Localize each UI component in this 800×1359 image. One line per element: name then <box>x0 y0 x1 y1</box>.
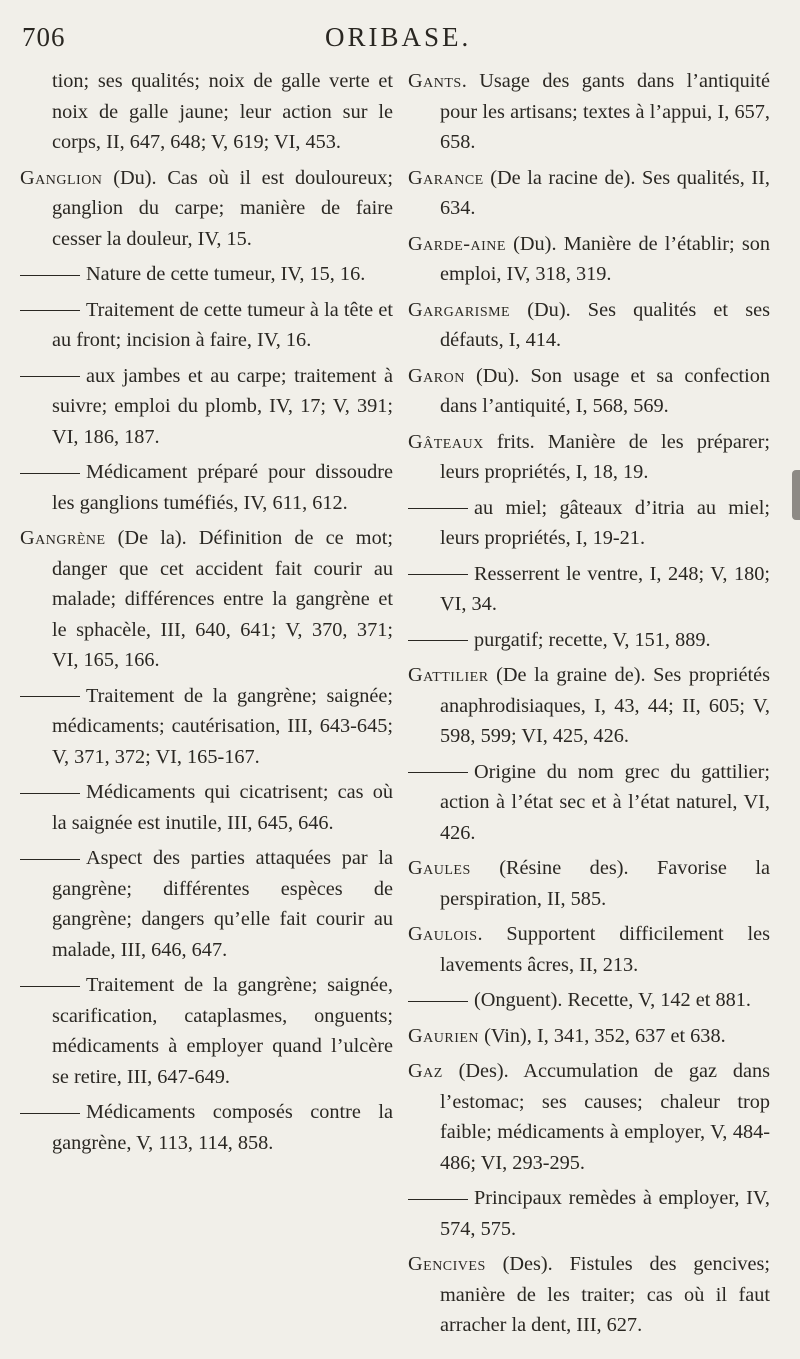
entry-text: Resserrent le ventre, I, 248; V, 180; VI, 34. <box>440 562 770 615</box>
repeat-dash <box>20 310 80 311</box>
index-entry <box>408 1056 770 1178</box>
repeat-dash <box>20 793 80 794</box>
entry-headword: Gâteaux <box>408 430 484 453</box>
index-entry <box>408 853 770 914</box>
index-entry <box>408 427 770 488</box>
entry-text: (Onguent). Recette, V, 142 et 881. <box>474 989 751 1011</box>
entry-text: au miel; gâteaux d’itria au miel; leurs propriétés, I, 19-21. <box>440 496 770 549</box>
running-title: ORIBASE. <box>325 22 472 52</box>
index-entry <box>408 985 770 1016</box>
index-entry <box>408 1021 770 1052</box>
entry-text: Médicaments composés contre la gangrène, V, 113, 114, 858. <box>52 1101 393 1154</box>
index-entry <box>20 457 393 518</box>
repeat-dash <box>408 1199 468 1200</box>
index-entry <box>408 757 770 849</box>
entry-text: Traitement de la gangrène; saignée, scarification, cataplasmes, onguents; médicaments à employer quand l’ulcère se retire, III, 647-649. <box>52 974 393 1088</box>
entry-text: Nature de cette tumeur, IV, 15, 16. <box>86 263 366 285</box>
repeat-dash <box>408 640 468 641</box>
entry-text: (Du). Cas où il est douloureux; ganglion du carpe; manière de faire cesser la douleur, IV, 15. <box>52 166 393 250</box>
repeat-dash <box>20 986 80 987</box>
repeat-dash <box>408 508 468 509</box>
index-entry <box>20 361 393 453</box>
entry-text: (De la racine de). Ses qualités, II, 634. <box>440 166 770 219</box>
repeat-dash <box>20 275 80 276</box>
entry-headword: Garance <box>408 166 484 189</box>
entry-text: Traitement de cette tumeur à la tête et au front; incision à faire, IV, 16. <box>52 298 393 351</box>
entry-text: (Des). Accumulation de gaz dans l’estomac; ses causes; chaleur trop faible; médicaments à employer, V, 484-486; VI, 293-295. <box>440 1060 770 1174</box>
entry-text: (Vin), I, 341, 352, 637 et 638. <box>479 1024 726 1047</box>
repeat-dash <box>20 696 80 697</box>
entry-text: aux jambes et au carpe; traitement à suivre; emploi du plomb, IV, 17; V, 391; VI, 186, 187. <box>52 364 393 448</box>
page-number: 706 <box>22 22 66 52</box>
entry-text: Médicaments qui cicatrisent; cas où la saignée est inutile, III, 645, 646. <box>52 781 393 834</box>
entry-text: Principaux remèdes à employer, IV, 574, 575. <box>440 1187 770 1240</box>
entry-text: (Du). Son usage et sa confection dans l’antiquité, I, 568, 569. <box>440 364 770 417</box>
index-entry <box>408 559 770 620</box>
entry-text: purgatif; recette, V, 151, 889. <box>474 628 711 651</box>
entry-text: (De la). Définition de ce mot; danger que cet accident fait courir au malade; différences entre la gangrène et le sphacèle, III, 640, 641; V, 370, 371; VI, 165, 166. <box>52 527 393 671</box>
entry-text: (Du). Ses qualités et ses défauts, I, 414. <box>440 298 770 351</box>
repeat-dash <box>20 1113 80 1114</box>
index-entry <box>20 163 393 255</box>
repeat-dash <box>20 376 80 377</box>
entry-text: (De la graine de). Ses propriétés anaphrodisiaques, I, 43, 44; II, 605; V, 598, 599; VI, 425, 426. <box>440 664 770 747</box>
page-edge-mark <box>792 470 800 520</box>
index-entry <box>20 681 393 773</box>
entry-headword: Gaulois <box>408 923 478 945</box>
index-entry <box>20 970 393 1092</box>
entry-headword: Gaz <box>408 1060 443 1082</box>
entry-headword: Gattilier <box>408 664 489 686</box>
index-entry <box>20 843 393 965</box>
entry-text: (Des). Fistules des gencives; manière de les traiter; cas où il faut arracher la dent, III, 627. <box>440 1253 770 1336</box>
entry-text: Traitement de la gangrène; saignée; médicaments; cautérisation, III, 643-645; V, 371, 372; VI, 165-167. <box>52 684 393 768</box>
entry-text: tion; ses qualités; noix de galle verte et noix de galle jaune; leur action sur le corps, II, 647, 648; V, 619; VI, 453. <box>52 70 393 153</box>
index-entry <box>20 259 393 290</box>
index-entry <box>408 295 770 356</box>
entry-headword: Gangrène <box>20 527 106 549</box>
index-entry <box>408 361 770 422</box>
repeat-dash <box>408 772 468 773</box>
entry-headword: Gants <box>408 70 462 92</box>
entry-headword: Ganglion <box>20 166 103 189</box>
index-entry <box>20 66 393 158</box>
entry-headword: Gargarisme <box>408 298 511 321</box>
repeat-dash <box>408 1001 468 1002</box>
index-entry <box>408 66 770 158</box>
entry-text: . Usage des gants dans l’antiquité pour les artisans; textes à l’appui, I, 657, 658. <box>440 70 770 153</box>
index-entry <box>20 777 393 838</box>
entry-headword: Gaules <box>408 857 471 879</box>
index-entry <box>408 919 770 980</box>
index-entry <box>408 625 770 656</box>
index-entry <box>20 523 393 676</box>
entry-text: (Résine des). Favorise la perspiration, II, 585. <box>440 857 770 910</box>
repeat-dash <box>408 574 468 575</box>
index-entry <box>408 660 770 752</box>
entry-text: Origine du nom grec du gattilier; action à l’état sec et à l’état naturel, VI, 426. <box>440 760 770 844</box>
entry-text: Médicament préparé pour dissoudre les ganglions tuméfiés, IV, 611, 612. <box>52 461 393 514</box>
entry-text: Aspect des parties attaquées par la gangrène; différentes espèces de gangrène; dangers qu’elle fait courir au malade, III, 646, 647. <box>52 847 393 961</box>
entry-text: (Du). Manière de l’établir; son emploi, IV, 318, 319. <box>440 232 770 285</box>
index-entry <box>20 295 393 356</box>
right-column <box>408 66 770 1346</box>
page-header <box>0 18 800 58</box>
index-entry <box>408 1183 770 1244</box>
entry-headword: Garon <box>408 364 465 387</box>
index-entry <box>408 163 770 224</box>
entry-headword: Garde-aine <box>408 232 506 255</box>
left-column <box>20 66 393 1163</box>
index-entry <box>408 229 770 290</box>
entry-headword: Gencives <box>408 1253 486 1275</box>
entry-text: . Supportent difficilement les lavements âcres, II, 213. <box>440 923 770 976</box>
index-entry <box>408 493 770 554</box>
entry-text: frits. Manière de les préparer; leurs propriétés, I, 18, 19. <box>440 430 770 483</box>
repeat-dash <box>20 859 80 860</box>
entry-headword: Gaurien <box>408 1024 480 1047</box>
repeat-dash <box>20 473 80 474</box>
index-entry <box>20 1097 393 1158</box>
index-entry <box>408 1249 770 1341</box>
